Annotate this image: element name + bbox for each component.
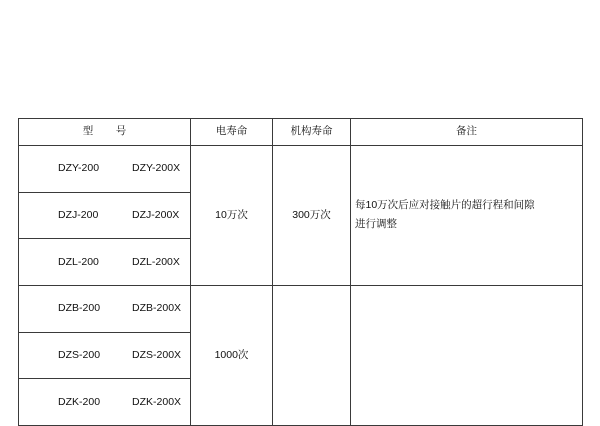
model-cell [19,285,191,332]
model-code-b: DZL-200X [132,255,180,268]
electrical-life-top-cell: 10万次 [191,146,273,286]
table-header-row [19,119,583,146]
header-label-remark: 备注 [456,125,477,138]
model-code-a: DZB-200 [58,302,101,315]
header-cell-mechanical-life [273,119,351,146]
model-code-a: DZS-200 [58,348,101,361]
remark-blank-cell [351,285,583,425]
model-code-a: DZJ-200 [58,208,99,221]
model-cell [19,239,191,286]
mechanical-life-blank-cell [273,285,351,425]
model-cell [19,332,191,379]
header-cell-remark [351,119,583,146]
model-cell [19,379,191,426]
mechanical-life-cell: 300万次 [273,146,351,286]
spec-table-container [18,118,582,426]
table-row [19,146,583,193]
model-code-b: DZS-200X [132,348,182,361]
model-cell [19,146,191,193]
model-code-b: DZY-200X [132,162,181,175]
remark-line-1: 每10万次后应对接触片的超行程和间隙 [355,198,535,211]
model-code-a: DZY-200 [58,162,100,175]
model-code-b: DZB-200X [132,302,182,315]
model-code-a: DZK-200 [58,395,101,408]
model-cell [19,192,191,239]
electrical-life-bottom-cell: 1000次 [191,285,273,425]
header-label-electrical-life: 电寿命 [215,125,248,138]
remark-line-2: 进行调整 [355,218,397,231]
model-code-a: DZL-200 [58,255,99,268]
specification-table [18,118,583,426]
model-code-b: DZK-200X [132,395,182,408]
header-cell-electrical-life [191,119,273,146]
header-label-model: 型 号 [82,125,133,138]
model-code-b: DZJ-200X [132,208,180,221]
header-label-mechanical-life: 机构寿命 [290,125,333,138]
header-cell-model [19,119,191,146]
table-row [19,285,583,332]
remark-cell [351,146,583,286]
